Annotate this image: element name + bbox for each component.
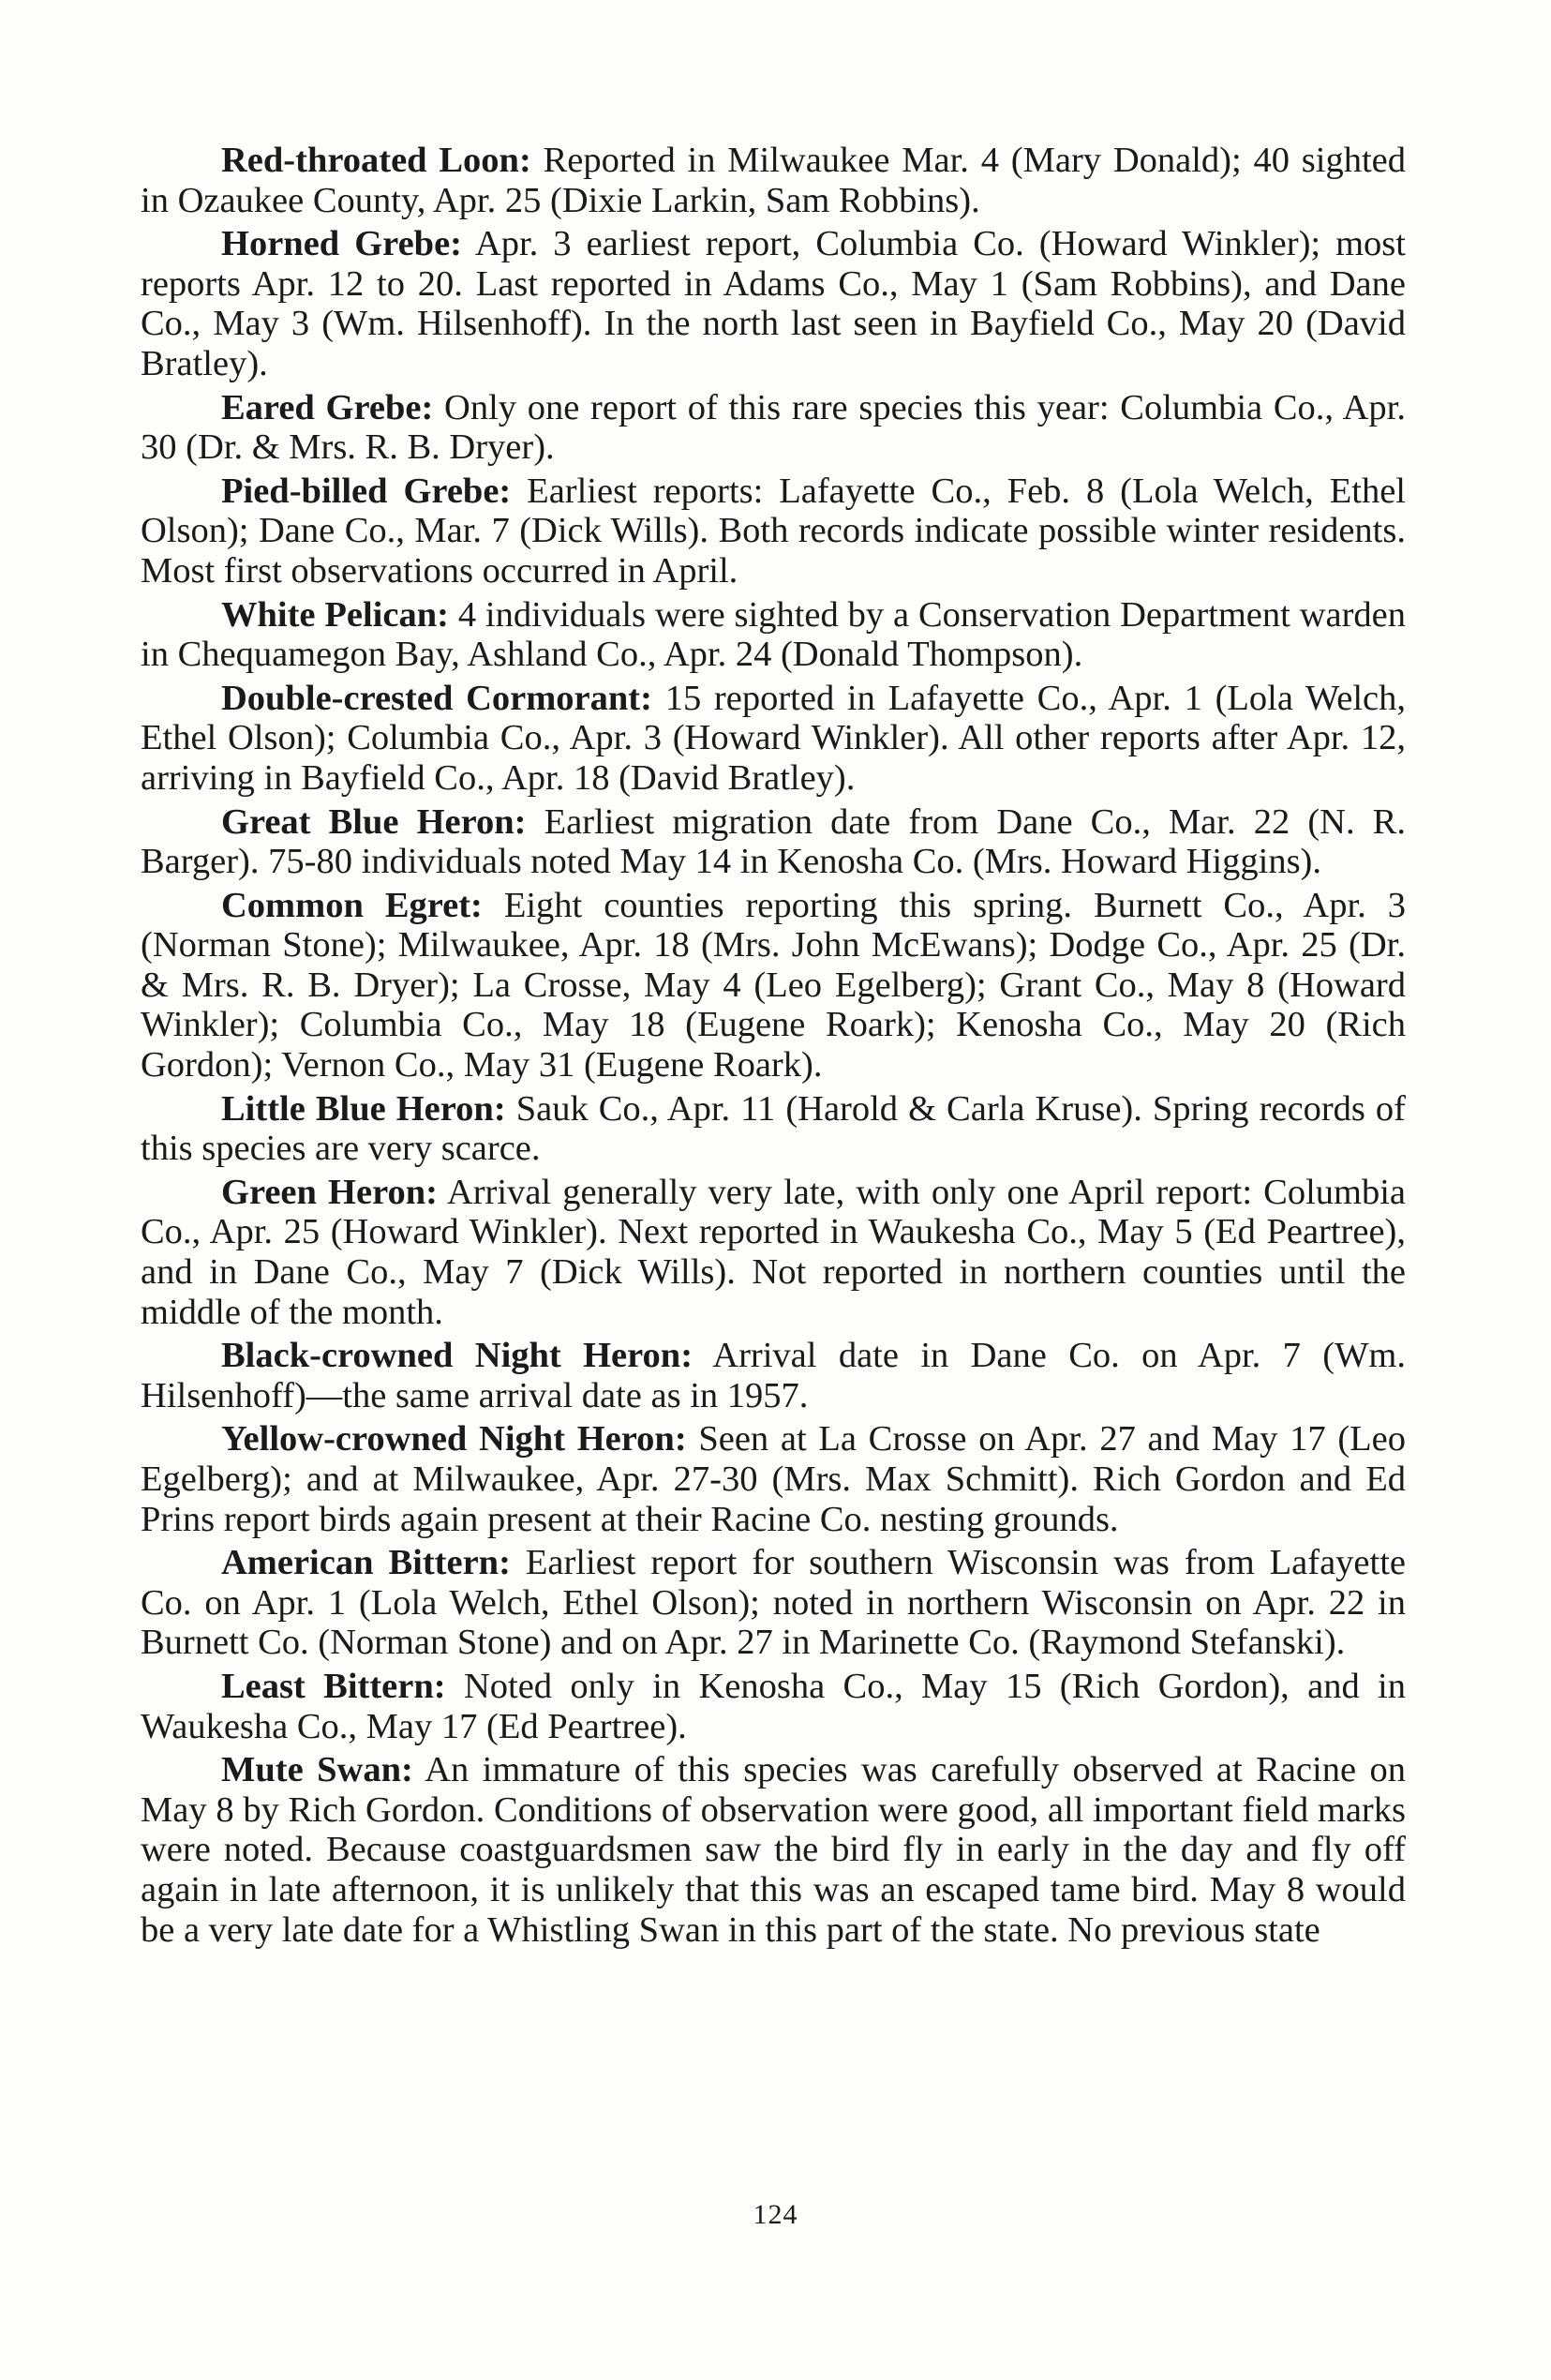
- entry-text: 4 individuals were sighted by a Conservation Department warden in Chequamegon Bay, Ashland Co., Apr. 24 (Donald Thompson).: [141, 594, 1406, 675]
- species-name: Black-crowned Night Heron:: [221, 1336, 693, 1376]
- entry-text: Noted only in Kenosha Co., May 15 (Rich Gordon), and in Waukesha Co., May 17 (Ed Peartree).: [141, 1666, 1406, 1746]
- entry-eared-grebe: [141, 388, 1406, 468]
- entry-text: Only one report of this rare species this year: Columbia Co., Apr. 30 (Dr. & Mrs. R. B. Dryer).: [141, 387, 1406, 468]
- entry-text: Reported in Milwaukee Mar. 4 (Mary Donald); 40 sighted in Ozaukee County, Apr. 25 (Dixie Larkin, Sam Robbins).: [141, 141, 1407, 220]
- entry-black-crowned-night-heron: [141, 1336, 1406, 1415]
- species-name: Eared Grebe:: [221, 387, 434, 427]
- species-name: Double-crested Cormorant:: [221, 678, 652, 718]
- entry-text: Sauk Co., Apr. 11 (Harold & Carla Kruse). Spring records of this species are very scarce.: [141, 1088, 1406, 1169]
- entry-yellow-crowned-night-heron: [141, 1419, 1406, 1539]
- entry-little-blue-heron: [141, 1089, 1406, 1169]
- entry-horned-grebe: [141, 224, 1406, 383]
- entry-text: Earliest reports: Lafayette Co., Feb. 8 (Lola Welch, Ethel Olson); Dane Co., Mar. 7 (Dick Wills). Both records indicate possible winter residents. Most first observations occurred in April.: [141, 471, 1406, 591]
- species-name: Little Blue Heron:: [221, 1088, 506, 1129]
- species-name: White Pelican:: [221, 594, 449, 635]
- entry-mute-swan: [141, 1750, 1406, 1950]
- entry-common-egret: [141, 886, 1406, 1085]
- species-accounts: [141, 141, 1406, 1953]
- species-name: Pied-billed Grebe:: [221, 471, 512, 511]
- entry-text: Seen at La Crosse on Apr. 27 and May 17 (Leo Egelberg); and at Milwaukee, Apr. 27-30 (Mrs. Max Schmitt). Rich Gordon and Ed Prins report birds again present at their Racine Co. nesting grounds.: [141, 1419, 1406, 1539]
- entry-double-crested-cormorant: [141, 679, 1406, 799]
- entry-text: Arrival date in Dane Co. on Apr. 7 (Wm. Hilsenhoff)—the same arrival date as in 1957.: [141, 1336, 1406, 1415]
- species-name: Green Heron:: [221, 1172, 438, 1212]
- entry-text: Earliest report for southern Wisconsin was from Lafayette Co. on Apr. 1 (Lola Welch, Ethel Olson); noted in northern Wisconsin on Apr. 22 in Burnett Co. (Norman Stone) and on Apr. 27 in Marinette Co. (Raymond Stefanski).: [141, 1543, 1406, 1663]
- entry-text: 15 reported in Lafayette Co., Apr. 1 (Lola Welch, Ethel Olson); Columbia Co., Apr. 3 (Howard Winkler). All other reports after Apr. 12, arriving in Bayfield Co., Apr. 18 (David Bratley).: [141, 678, 1406, 798]
- species-name: Horned Grebe:: [221, 224, 462, 264]
- entry-green-heron: [141, 1173, 1406, 1332]
- species-name: Red-throated Loon:: [221, 141, 531, 180]
- page-number: 124: [753, 2199, 798, 2230]
- entry-great-blue-heron: [141, 802, 1406, 882]
- entry-red-throated-loon: [141, 141, 1406, 220]
- entry-least-bittern: [141, 1667, 1406, 1746]
- entry-text: Earliest migration date from Dane Co., Mar. 22 (N. R. Barger). 75-80 individuals noted May 14 in Kenosha Co. (Mrs. Howard Higgins).: [141, 801, 1406, 882]
- entry-text: Eight counties reporting this spring. Burnett Co., Apr. 3 (Norman Stone); Milwaukee, Apr. 18 (Mrs. John McEwans); Dodge Co., Apr. 25 (Dr. & Mrs. R. B. Dryer); La Crosse, May 4 (Leo Egelberg); Grant Co., May 8 (Howard Winkler); Columbia Co., May 18 (Eugene Roark); Kenosha Co., May 20 (Rich Gordon); Vernon Co., May 31 (Eugene Roark).: [141, 885, 1406, 1085]
- species-name: Common Egret:: [221, 885, 483, 925]
- entry-text: Arrival generally very late, with only one April report: Columbia Co., Apr. 25 (Howard Winkler). Next reported in Waukesha Co., May 5 (Ed Peartree), and in Dane Co., May 7 (Dick Wills). Not reported in northern counties until the middle of the month.: [141, 1172, 1406, 1332]
- species-name: Great Blue Heron:: [221, 801, 527, 842]
- entry-text: Apr. 3 earliest report, Columbia Co. (Howard Winkler); most reports Apr. 12 to 20. Last reported in Adams Co., May 1 (Sam Robbins), and Dane Co., May 3 (Wm. Hilsenhoff). In the north last seen in Bayfield Co., May 20 (David Bratley).: [141, 224, 1406, 383]
- species-name: Mute Swan:: [221, 1750, 413, 1790]
- species-name: Yellow-crowned Night Heron:: [221, 1419, 687, 1459]
- species-name: American Bittern:: [221, 1543, 511, 1583]
- entry-white-pelican: [141, 595, 1406, 675]
- species-name: Least Bittern:: [221, 1666, 446, 1706]
- entry-text: An immature of this species was carefully observed at Racine on May 8 by Rich Gordon. Conditions of observation were good, all important field marks were noted. Because coastguardsmen saw the bird fly in early in the day and fly off again in late afternoon, it is unlikely that this was an escaped tame bird. May 8 would be a very late date for a Whistling Swan in this part of the state. No previous state: [141, 1750, 1407, 1950]
- entry-american-bittern: [141, 1543, 1406, 1663]
- entry-pied-billed-grebe: [141, 472, 1406, 591]
